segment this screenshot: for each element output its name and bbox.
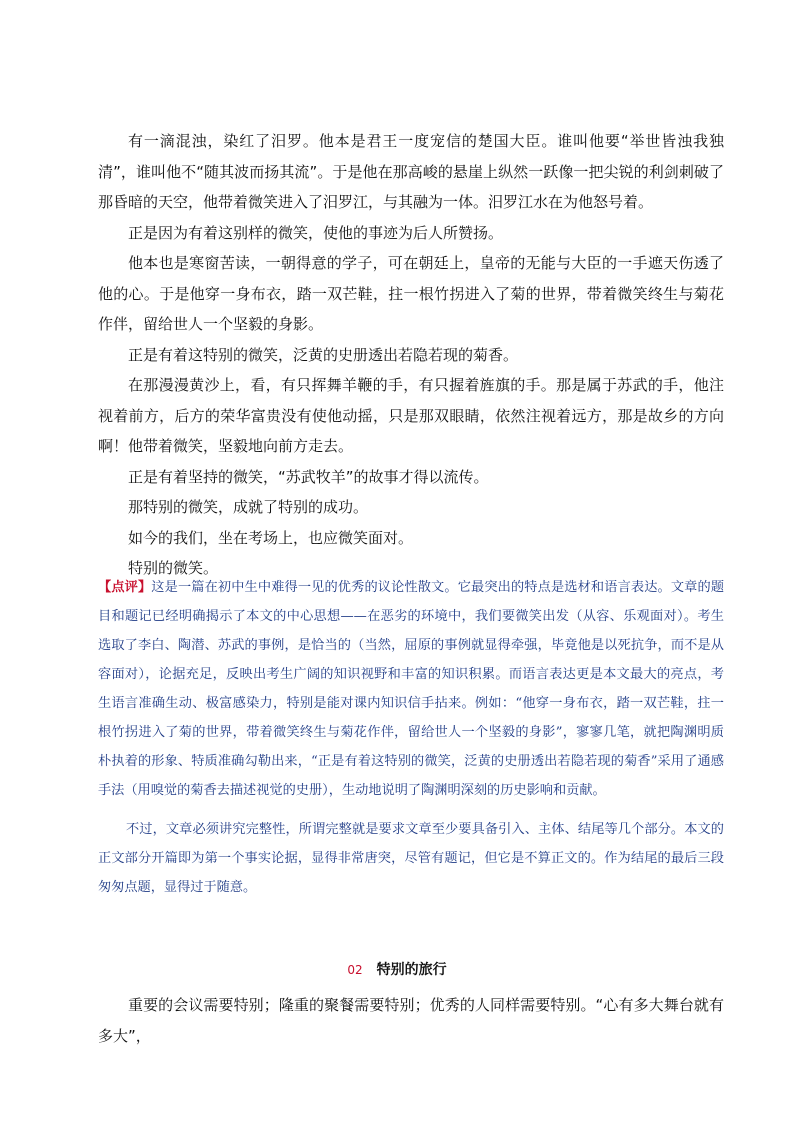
paragraph: 正是有着这特别的微笑，泛黄的史册透出若隐若现的菊香。 — [128, 345, 519, 364]
paragraph: 正是有着坚持的微笑，“苏武牧羊”的故事才得以流传。 — [128, 467, 489, 486]
section-heading — [0, 959, 794, 979]
paragraph: 他本也是寒窗苦读，一朝得意的学子，可在朝廷上，皇帝的无能与大臣的一手遮天伤透了他的心。于是他穿一身布衣，踏一双芒鞋，拄一根竹拐进入了菊的世界，带着微笑终生与菊花作伴，留给世人一个坚毅的身影。 — [98, 254, 724, 333]
paragraph: 重要的会议需要特别；隆重的聚餐需要特别；优秀的人同样需要特别。“心有多大舞台就有多大”， — [98, 996, 724, 1045]
comment-paragraph — [98, 573, 724, 805]
paragraph: 特别的微笑。 — [128, 559, 219, 577]
section-number: 02 — [347, 963, 363, 977]
comment-text: 这是一篇在初中生中难得一见的优秀的议论性散文。它最突出的特点是选材和语言表达。文章的题目和题记已经明确揭示了本文的中心思想——在恶劣的环境中，我们要微笑出发（从容、乐观面对）。考生选取了李白、陶潜、苏武的事例，是恰当的（当然，屈原的事例就显得牵强，毕竟他是以死抗争，而不是从容面对），论据充足，反映出考生广阔的知识视野和丰富的知识积累。而语言表达更是本文最大的亮点，考生语言准确生动、极富感染力，特别是能对课内知识信手拈来。例如：“他穿一身布衣，踏一双芒鞋，拄一根竹拐进入了菊的世界，带着微笑终生与菊花作伴，留给世人一个坚毅的身影”，寥寥几笔，就把陶渊明质朴执着的形象、特质准确勾勒出来，“正是有着这特别的微笑，泛黄的史册透出若隐若现的菊香”采用了通感手法（用嗅觉的菊香去描述视觉的史册），生动地说明了陶渊明深刻的历史影响和贡献。 — [98, 580, 725, 798]
commentary-block — [98, 573, 724, 915]
section-title: 特别的旅行 — [376, 962, 447, 978]
comment-tag: 【点评】 — [98, 580, 152, 595]
essay-body — [98, 126, 724, 584]
essay-body-2 — [98, 990, 724, 1051]
paragraph: 那特别的微笑，成就了特别的成功。 — [128, 498, 369, 516]
paragraph: 如今的我们，坐在考场上，也应微笑面对。 — [128, 528, 414, 547]
paragraph: 有一滴混浊，染红了汨罗。他本是君王一度宠信的楚国大臣。谁叫他要“举世皆浊我独清”，谁叫他不“随其波而扬其流”。于是他在那高峻的悬崖上纵然一跃像一把尖锐的利剑刺破了那昏暗的天空，他带着微笑进入了汨罗江，与其融为一体。汨罗江水在为他怒号着。 — [98, 132, 724, 211]
paragraph: 正是因为有着这别样的微笑，使他的事迹为后人所赞扬。 — [128, 223, 504, 242]
comment-paragraph: 不过，文章必须讲究完整性，所谓完整就是要求文章至少要具备引入、主体、结尾等几个部分。本文的正文部分开篇即为第一个事实论据，显得非常唐突，尽管有题记，但它是不算正文的。作为结尾的最后三段匆匆点题，显得过于随意。 — [98, 822, 724, 895]
paragraph: 在那漫漫黄沙上，看，有只挥舞羊鞭的手，有只握着旌旗的手。那是属于苏武的手，他注视着前方，后方的荣华富贵没有使他动摇，只是那双眼睛，依然注视着远方，那是故乡的方向啊！他带着微笑，坚毅地向前方走去。 — [98, 376, 724, 455]
